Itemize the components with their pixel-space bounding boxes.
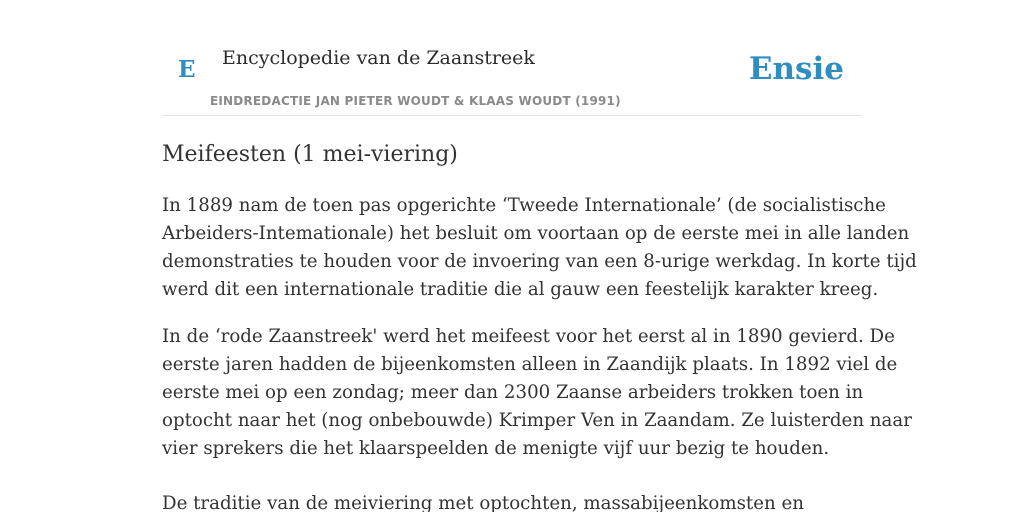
paragraph-line: In 1889 nam de toen pas opgerichte ‘Tweede Internationale’ (de socialistische	[162, 195, 886, 216]
paragraph-line: werd dit een internationale traditie die al gauw een feestelijk karakter kreeg.	[162, 279, 879, 300]
paragraph-line: demonstraties te houden voor de invoering van een 8-urige werkdag. In korte tijd	[162, 251, 917, 272]
logo-e-icon[interactable]: E	[178, 56, 196, 83]
page	[162, 0, 917, 512]
paragraph-2	[162, 323, 912, 463]
paragraph-line: De traditie van de meiviering met optochten, massabijeenkomsten en	[162, 493, 804, 512]
article-title: Meifeesten (1 mei-viering)	[162, 142, 458, 167]
site-header	[162, 0, 862, 116]
paragraph-3	[162, 490, 862, 512]
paragraph-1	[162, 192, 917, 304]
paragraph-line: eerste mei op een zondag; meer dan 2300 Zaanse arbeiders trokken toen in	[162, 382, 864, 403]
paragraph-line: Arbeiders-Intemationale) het besluit om voortaan op de eerste mei in alle landen	[162, 223, 910, 244]
ensie-logo-link[interactable]: Ensie	[748, 51, 844, 87]
paragraph-line: vier sprekers die het klaarspeelden de menigte vijf uur bezig te houden.	[162, 438, 830, 459]
paragraph-line: optocht naar het (nog onbebouwde) Krimper Ven in Zaandam. Ze luisterden naar	[162, 410, 912, 431]
paragraph-line: In de ‘rode Zaanstreek' werd het meifeest voor het eerst al in 1890 gevierd. De	[162, 326, 895, 347]
site-title[interactable]: Encyclopedie van de Zaanstreek	[222, 47, 535, 69]
editors-line: EINDREDACTIE JAN PIETER WOUDT & KLAAS WOUDT (1991)	[210, 94, 621, 108]
paragraph-line: eerste jaren hadden de bijeenkomsten alleen in Zaandijk plaats. In 1892 viel de	[162, 354, 898, 375]
